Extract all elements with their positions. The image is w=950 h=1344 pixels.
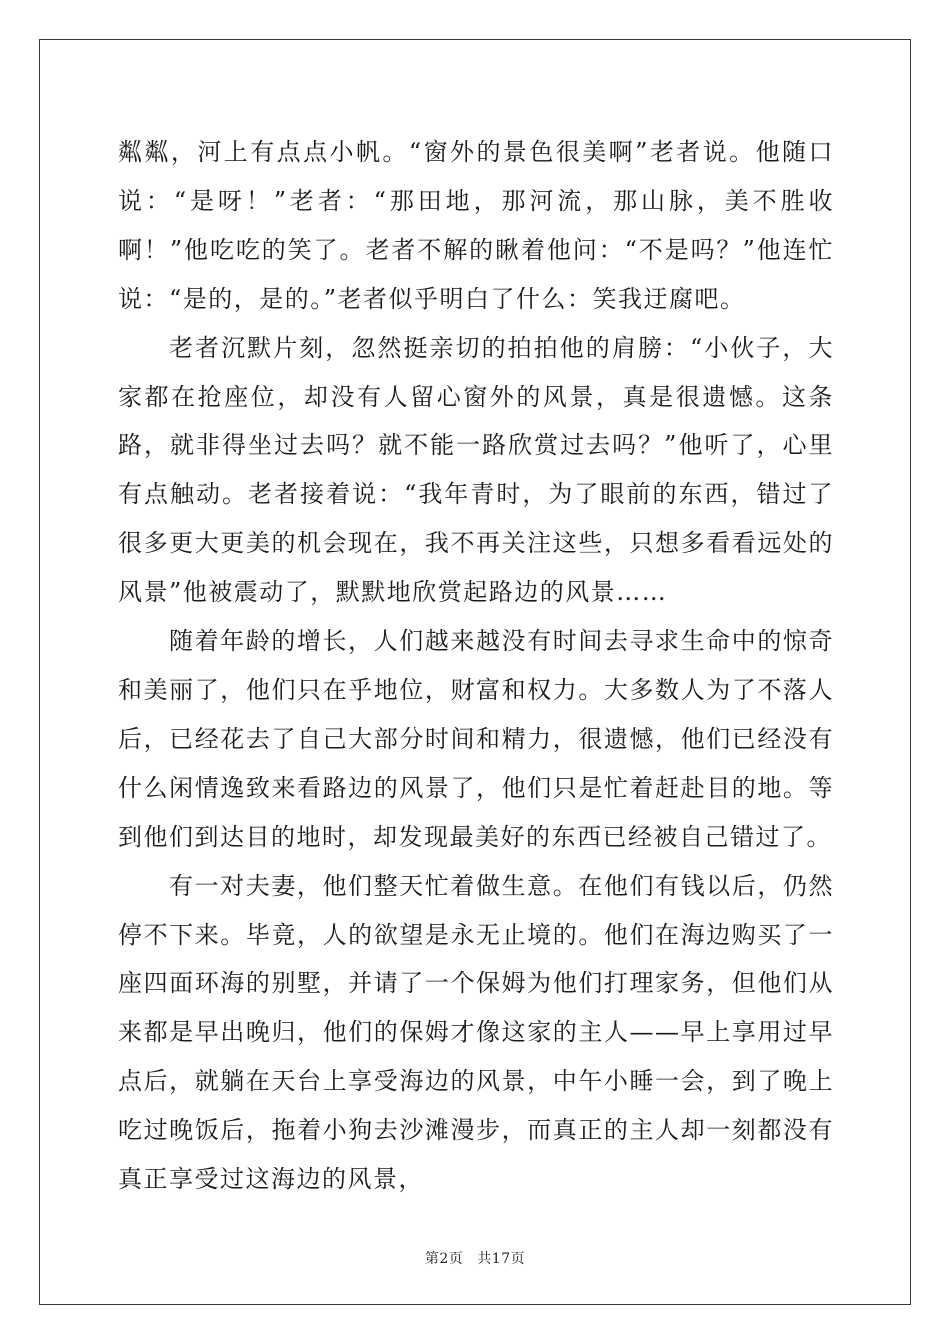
total-pages: 共17页 [477, 1251, 526, 1267]
paragraph-4: 有一对夫妻，他们整天忙着做生意。在他们有钱以后，仍然停不下来。毕竟，人的欲望是永无止境的。他们在海边购买了一座四面环海的别墅，并请了一个保姆为他们打理家务，但他们从来都是早出晚归，他们的保姆才像这家的主人——早上享用过早点后，就躺在天台上享受海边的风景，中午小睡一会，到了晚上吃过晚饭后，拖着小狗去沙滩漫步，而真正的主人却一刻都没有真正享受过这海边的风景， [118, 871, 834, 1194]
paragraph-1: 粼粼，河上有点点小帆。“窗外的景色很美啊”老者说。他随口说：“是呀！”老者：“那田地，那河流，那山脉，美不胜收啊！”他吃吃的笑了。老者不解的瞅着他问：“不是吗？”他连忙说：“是的，是的。”老者似乎明白了什么：笑我迂腐吧。 [118, 138, 834, 313]
document-body [118, 128, 834, 1204]
page-number: 第2页 [424, 1251, 464, 1267]
page-footer [0, 1248, 950, 1268]
paragraph-3: 随着年龄的增长，人们越来越没有时间去寻求生命中的惊奇和美丽了，他们只在乎地位，财富和权力。大多数人为了不落人后，已经花去了自己大部分时间和精力，很遗憾，他们已经没有什么闲情逸致来看路边的风景了，他们只是忙着赶赴目的地。等到他们到达目的地时，却发现最美好的东西已经被自己错过了。 [118, 627, 834, 851]
paragraph-2: 老者沉默片刻，忽然挺亲切的拍拍他的肩膀：“小伙子，大家都在抢座位，却没有人留心窗外的风景，真是很遗憾。这条路，就非得坐过去吗？就不能一路欣赏过去吗？”他听了，心里有点触动。老者接着说：“我年青时，为了眼前的东西，错过了很多更大更美的机会现在，我不再关注这些，只想多看看远处的风景”他被震动了，默默地欣赏起路边的风景…… [118, 333, 834, 607]
